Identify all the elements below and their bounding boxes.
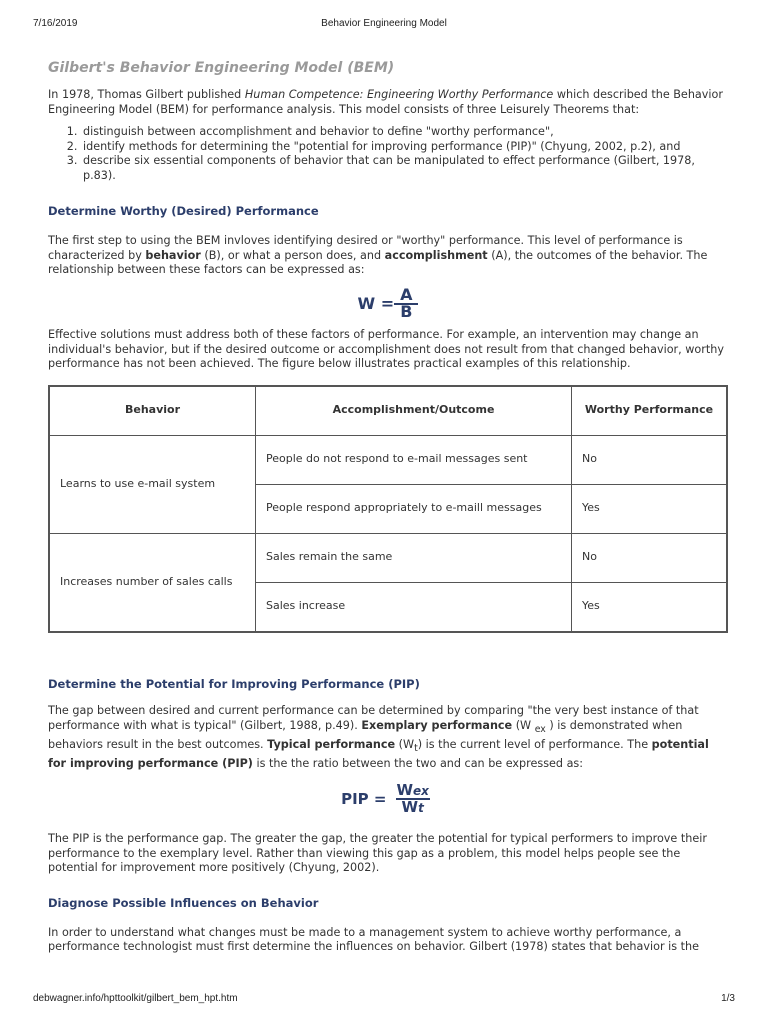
intro-paragraph: In 1978, Thomas Gilbert published Human Competence: Engineering Worthy Performance which described the Behavior Engineering Model (BEM) for performance analysis. This model consists of three Leisurely Theorems that: bbox=[48, 88, 723, 116]
worthy-paragraph: The first step to using the BEM invloves identifying desired or "worthy" performance. This level of performance is characterized by behavior (B), or what a person does, and accomplishment (A), the outcomes of the behavior. The relationship between these factors can be expressed as: bbox=[48, 234, 708, 277]
formula-denominator: B bbox=[394, 303, 418, 320]
col-header-outcome: Accomplishment/Outcome bbox=[256, 386, 572, 436]
page-number: 1/3 bbox=[721, 993, 735, 1004]
section-heading-pip: Determine the Potential for Improving Performance (PIP) bbox=[48, 676, 420, 691]
outcome-cell: People respond appropriately to e-maill messages bbox=[256, 484, 572, 533]
formula-lhs: W = bbox=[357, 293, 395, 313]
behavior-cell: Learns to use e-mail system bbox=[49, 435, 256, 533]
worthy-cell: No bbox=[572, 435, 728, 484]
outcome-cell: People do not respond to e-mail messages sent bbox=[256, 435, 572, 484]
print-header-title: Behavior Engineering Model bbox=[321, 18, 447, 29]
table-row bbox=[49, 533, 727, 582]
section-heading-worthy: Determine Worthy (Desired) Performance bbox=[48, 203, 319, 218]
behavior-cell: Increases number of sales calls bbox=[49, 533, 256, 632]
page-title: Gilbert's Behavior Engineering Model (BEM) bbox=[48, 60, 395, 76]
table-row bbox=[49, 435, 727, 484]
worthy-cell: Yes bbox=[572, 582, 728, 632]
worthy-formula bbox=[48, 281, 728, 327]
formula-numerator: Wex bbox=[396, 780, 429, 799]
worthy-cell: Yes bbox=[572, 484, 728, 533]
pip-formula bbox=[48, 774, 728, 824]
theorem-list bbox=[48, 125, 728, 183]
list-item: 2. identify methods for determining the "potential for improving performance (PIP)" (Chyung, 2002, p.2), and bbox=[81, 140, 728, 155]
formula-denominator: Wt bbox=[396, 798, 430, 816]
pip-gap-paragraph: The PIP is the performance gap. The greater the gap, the greater the potential for typical performers to improve their performance to the exemplary level. Rather than viewing this gap as a problem, this model helps people see the potential for improvement more positively (Chyung, 2002). bbox=[48, 832, 707, 875]
pip-paragraph: The gap between desired and current performance can be determined by comparing "the very best instance of that performance with what is typical" (Gilbert, 1988, p.49). Exemplary performance (W $_{ex}$ ) is demonstrated when behaviors result in the best outcomes. Typical performance $(W_t)$ is the current level of performance. The potential for improving performance (PIP) is the the ratio between the two and can be expressed as: bbox=[48, 704, 709, 770]
effective-solutions-paragraph: Effective solutions must address both of these factors of performance. For example, an intervention may change an individual's behavior, but if the desired outcome or accomplishment does not result from that changed behavior, worthy performance has not been achieved. The figure below illustrates practical examples of this relationship. bbox=[48, 327, 724, 371]
list-item: 1. distinguish between accomplishment and behavior to define "worthy performance", bbox=[81, 125, 728, 140]
formula-fraction bbox=[390, 780, 434, 817]
section-heading-influences: Diagnose Possible Influences on Behavior bbox=[48, 895, 319, 910]
book-title: Human Competence: Engineering Worthy Performance bbox=[244, 88, 554, 101]
col-header-worthy: Worthy Performance bbox=[572, 386, 728, 436]
print-date: 7/16/2019 bbox=[33, 18, 78, 29]
list-item: 3. describe six essential components of behavior that can be manipulated to effect performance (Gilbert, 1978, p.83). bbox=[81, 154, 728, 183]
col-header-behavior: Behavior bbox=[49, 386, 256, 436]
outcome-cell: Sales remain the same bbox=[256, 533, 572, 582]
formula-lhs: PIP = bbox=[341, 789, 387, 808]
outcome-cell: Sales increase bbox=[256, 582, 572, 632]
worthy-cell: No bbox=[572, 533, 728, 582]
table-header-row bbox=[49, 386, 727, 436]
print-footer-url: debwagner.info/hpttoolkit/gilbert_bem_hpt.htm bbox=[33, 993, 238, 1004]
article bbox=[48, 58, 728, 955]
influences-paragraph: In order to understand what changes must be made to a management system to achieve worthy performance, a performance technologist must first determine the influences on behavior. Gilbert (1978) states that behavior is the bbox=[48, 925, 699, 954]
formula-fraction bbox=[394, 285, 418, 321]
formula-numerator: A bbox=[400, 285, 413, 305]
bem-examples-table bbox=[48, 385, 728, 633]
